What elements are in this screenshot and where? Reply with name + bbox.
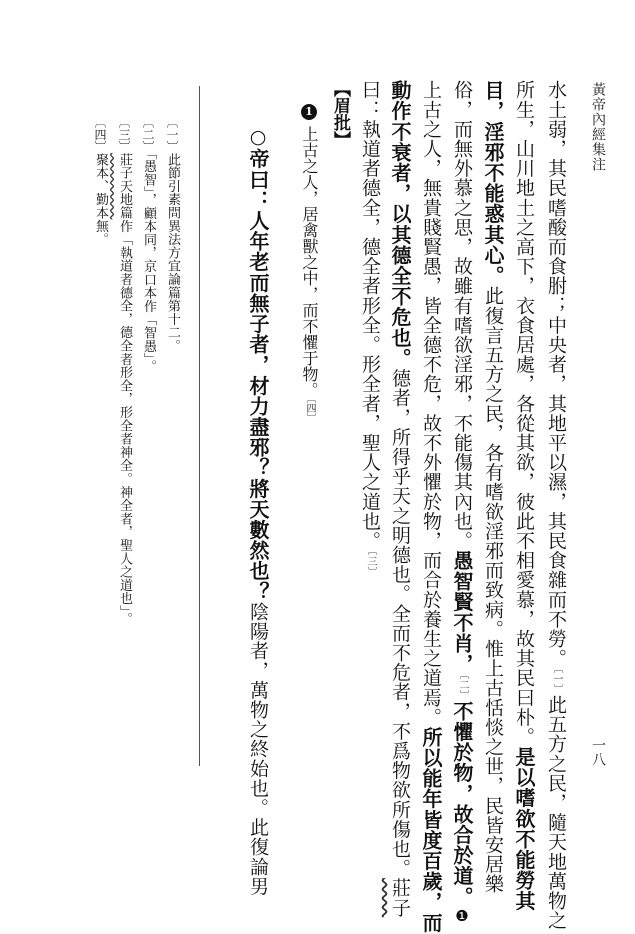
meipi-label: 【眉批】 [330,80,350,148]
meipi-number-badge: 1 [301,104,317,120]
book-title-mark: 莊子 [389,878,411,918]
footnote-mark: 〔三〕 [365,550,376,578]
body-column-4: 俗，而無外慕之思，故雖有嗜欲淫邪，不能傷其內也。愚智賢不肖，〔二〕不懼於物，故合於道。❶ [450,80,474,926]
collation-note-4: 〔四〕聚本、勤本無。 [93,116,108,247]
collation-note-1: 〔一〕此節引素問異法方宜論篇第十二。 [165,116,180,353]
body-column-2: 所生，山川地土之高下，衣食居處，各從其欲，彼此不相愛慕，故其民曰朴。是以嗜欲不能勞其 [512,80,536,912]
footnote-mark: 〔二〕 [457,674,468,701]
notes-divider [199,86,200,766]
collation-note-2: 〔二〕「愚智」，顧本同，京口本作「智愚」。 [141,116,156,373]
body-column-1: 水土弱，其民嗜酸而食胕；中央者，其地平以濕，其民食雜而不勞。〔一〕此五方之民，隨天地萬物之 [545,80,567,931]
body-column-6: 動作不衰者，以其德全不危也。德者，所得乎天之明德也。全而不危者，不爲物欲所傷也。莊子 [388,80,412,918]
footnote-mark: 〔四〕 [304,398,315,423]
emperor-question-column: ○帝曰：人年老而無子者，材力盡邪？將天數然也？陰陽者，萬物之終始也。此復論男 [246,126,270,896]
collation-note-3: 〔三〕莊子天地篇作「執道者德全，德全者形全，形全者神全。神全者，聖人之道也」。 [117,116,132,626]
body-column-7: 曰：執道者德全，德全者形全。形全者，聖人之道也。〔三〕 [359,80,381,578]
page-number: 一八 [590,738,606,766]
running-head-title: 黃帝內經集注 [590,82,606,172]
body-column-3: 目，淫邪不能惑其心。此復言五方之民，各有嗜欲淫邪而致病。惟上古恬惔之世，民皆安居樂 [481,80,505,894]
body-column-5: 上古之人，無貴賤賢愚，皆全德不危，故不外懼於物，而合於養生之道焉。所以能年皆度百歲，而 [419,80,443,933]
marginal-note-marker: ❶ [453,906,471,926]
book-title-mark: 莊子天地篇 [117,152,132,220]
meipi-note: 1上古之人，居禽獸之中，而不懼于物。〔四〕 [300,105,319,423]
footnote-mark: 〔一〕 [551,668,562,695]
